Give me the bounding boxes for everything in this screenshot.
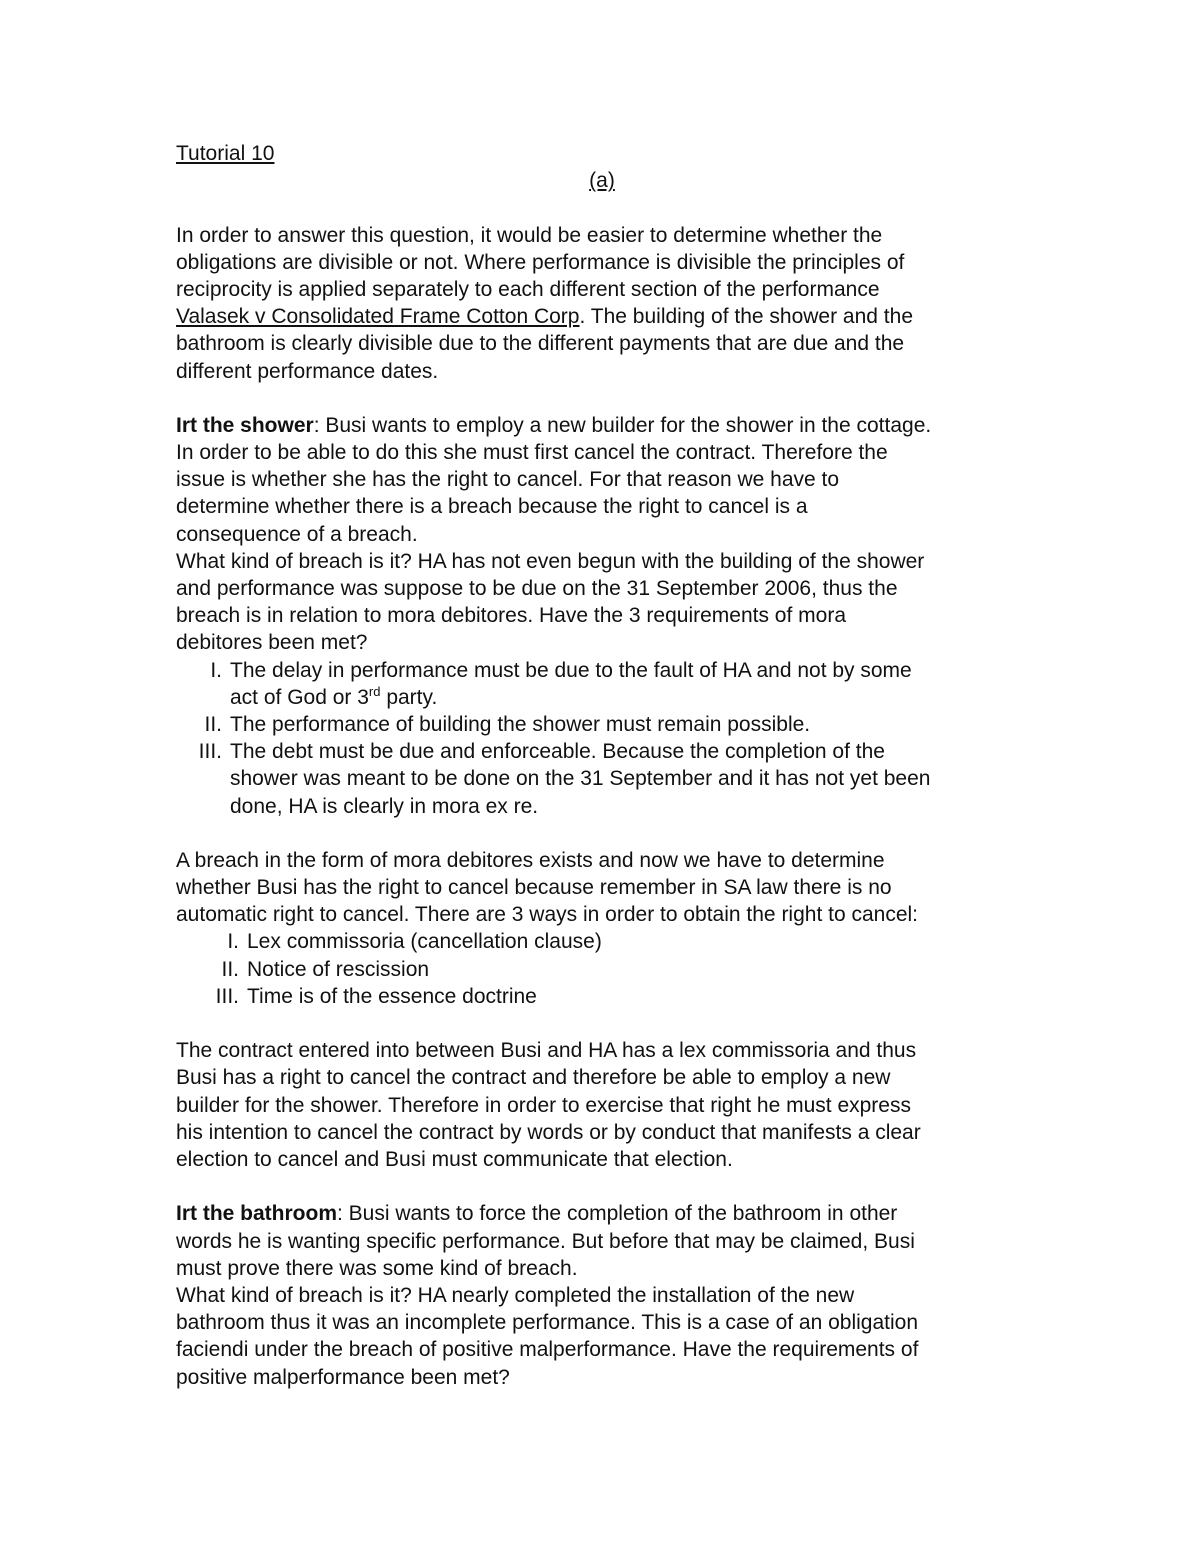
text-line: obligations are divisible or not. Where performance is divisible the principles of — [176, 250, 905, 274]
list-item — [176, 711, 1036, 738]
list-item — [176, 983, 1036, 1010]
superscript: rd — [368, 683, 381, 699]
text-line: and performance was suppose to be due on the 31 September 2006, thus the — [176, 577, 898, 600]
tutorial-title: Tutorial 10 — [176, 142, 275, 165]
spacer — [176, 1010, 1036, 1037]
text-line: The performance of building the shower must remain possible. — [230, 712, 811, 736]
shower-paragraph — [176, 412, 1036, 820]
text-span: . The building of the shower and the — [579, 305, 913, 329]
bathroom-heading: Irt the bathroom — [176, 1202, 337, 1226]
list-number: II. — [204, 712, 222, 736]
text-line: Notice of rescission — [247, 957, 430, 981]
list-number: I. — [227, 930, 239, 954]
text-line: breach is in relation to mora debitores. Have the 3 requirements of mora — [176, 604, 847, 628]
list-number: III. — [215, 984, 239, 1008]
text-line — [230, 684, 912, 711]
text-line: In order to answer this question, it would be easier to determine whether the — [176, 223, 883, 247]
list-item — [176, 956, 1036, 983]
section-label-line — [176, 167, 1028, 194]
text-line: must prove there was some kind of breach. — [176, 1256, 578, 1280]
text-line: The delay in performance must be due to the fault of HA and not by some — [230, 658, 912, 682]
text-line: A breach in the form of mora debitores exists and now we have to determine — [176, 848, 885, 872]
text-span: act of God or 3 — [230, 685, 369, 709]
contract-paragraph — [176, 1037, 1036, 1173]
list-number: II. — [221, 957, 239, 981]
text-line: Time is of the essence doctrine — [247, 984, 537, 1008]
text-line: shower was meant to be done on the 31 September and it has not yet been — [230, 767, 931, 791]
text-line: In order to be able to do this she must first cancel the contract. Therefore the — [176, 441, 888, 465]
text-line: debitores been met? — [176, 631, 368, 655]
text-line: whether Busi has the right to cancel because remember in SA law there is no — [176, 876, 892, 900]
text-line: Busi has a right to cancel the contract and therefore be able to employ a new — [176, 1066, 891, 1090]
text-span: : Busi wants to employ a new builder for the shower in the cottage. — [313, 413, 932, 437]
text-line: his intention to cancel the contract by words or by conduct that manifests a clear — [176, 1120, 921, 1144]
document-page — [176, 140, 1036, 1391]
list-item — [176, 657, 1036, 711]
spacer — [176, 194, 1036, 221]
requirements-list — [176, 657, 1036, 820]
text-span: : Busi wants to force the completion of the bathroom in other — [337, 1202, 898, 1226]
text-line: consequence of a breach. — [176, 522, 418, 546]
text-line: determine whether there is a breach because the right to cancel is a — [176, 495, 808, 519]
text-line: positive malperformance been met? — [176, 1365, 510, 1389]
list-item — [176, 928, 1036, 955]
text-line: Lex commissoria (cancellation clause) — [247, 930, 602, 954]
intro-paragraph — [176, 222, 1036, 385]
shower-heading: Irt the shower — [176, 413, 314, 437]
text-line: What kind of breach is it? HA nearly completed the installation of the new — [176, 1283, 855, 1307]
bathroom-paragraph — [176, 1200, 1036, 1390]
ways-list — [176, 928, 1036, 1010]
section-label: (a) — [589, 169, 615, 193]
text-line: builder for the shower. Therefore in order to exercise that right he must express — [176, 1093, 911, 1117]
text-line: What kind of breach is it? HA has not even begun with the building of the shower — [176, 549, 925, 573]
text-line: The contract entered into between Busi and HA has a lex commissoria and thus — [176, 1039, 917, 1063]
text-line: bathroom thus it was an incomplete performance. This is a case of an obligation — [176, 1311, 919, 1335]
text-line — [176, 303, 1036, 330]
text-line: faciendi under the breach of positive malperformance. Have the requirements of — [176, 1338, 919, 1362]
text-line: automatic right to cancel. There are 3 ways in order to obtain the right to cancel: — [176, 903, 919, 927]
cancel-paragraph — [176, 847, 1036, 1010]
list-item — [176, 738, 1036, 820]
list-number: III. — [198, 740, 222, 764]
text-line: election to cancel and Busi must communicate that election. — [176, 1148, 733, 1171]
text-line — [176, 1200, 1036, 1227]
text-line: bathroom is clearly divisible due to the different payments that are due and the — [176, 332, 905, 356]
text-line: words he is wanting specific performance. But before that may be claimed, Busi — [176, 1229, 915, 1253]
spacer — [176, 385, 1036, 412]
text-line: different performance dates. — [176, 359, 439, 383]
spacer — [176, 1173, 1036, 1200]
case-citation: Valasek v Consolidated Frame Cotton Corp — [176, 305, 580, 329]
title-line — [176, 140, 1036, 167]
text-line — [176, 412, 1036, 439]
spacer — [176, 820, 1036, 847]
text-line: done, HA is clearly in mora ex re. — [230, 794, 539, 818]
text-span: party. — [380, 685, 438, 709]
text-line: issue is whether she has the right to cancel. For that reason we have to — [176, 468, 840, 492]
text-line: The debt must be due and enforceable. Because the completion of the — [230, 740, 885, 764]
list-number: I. — [210, 658, 222, 682]
text-line: reciprocity is applied separately to each different section of the performance — [176, 277, 880, 301]
